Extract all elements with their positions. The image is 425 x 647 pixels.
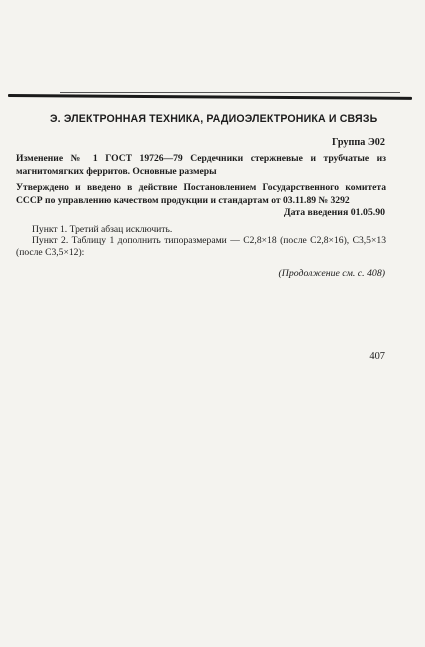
continuation-note: (Продолжение см. с. 408) [278,268,385,279]
group-code: Группа Э02 [332,137,385,148]
amendment-title: Изменение № 1 ГОСТ 19726—79 Сердечники стержневые и трубчатые из магнитомягких ферритов. Основные размеры [16,153,386,177]
point-2: Пункт 2. Таблицу 1 дополнить типоразмерами — С2,8×18 (после С2,8×16), С3,5×13 (после С3,5×12): [16,235,386,258]
top-rule [8,94,412,100]
page-number: 407 [369,351,385,362]
section-heading: Э. ЭЛЕКТРОННАЯ ТЕХНИКА, РАДИОЭЛЕКТРОНИКА И СВЯЗЬ [50,113,378,125]
top-rule-thin [60,92,400,93]
effective-date: Дата введения 01.05.90 [283,207,385,218]
approval-statement: Утверждено и введено в действие Постановлением Государственного комитета СССР по управлению качеством продукции и стандартам от 03.11.89 № 3292 [16,182,386,206]
point-1: Пункт 1. Третий абзац исключить. [32,224,173,235]
